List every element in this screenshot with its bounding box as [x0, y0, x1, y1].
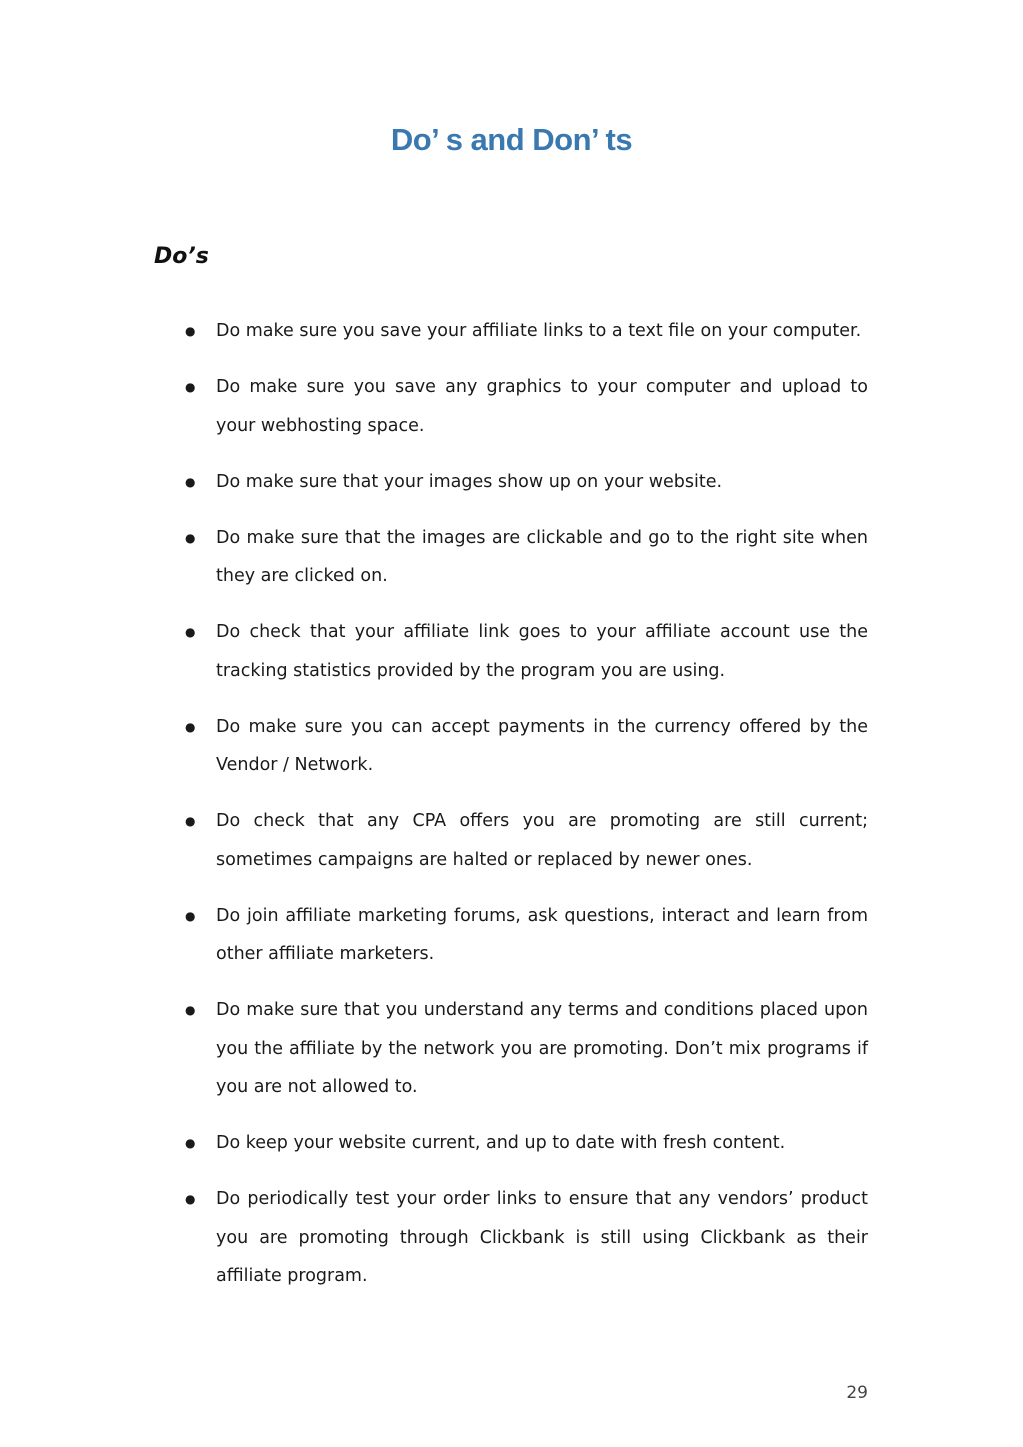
list-item-text: Do keep your website current, and up to date with fresh content.: [216, 1133, 786, 1153]
dos-list: [185, 312, 868, 1313]
list-item-text: Do make sure that you understand any terms and conditions placed upon you the affiliate by the network you are promoting. Don’t mix programs if you are not allowed to.: [216, 1000, 868, 1097]
list-item: [185, 708, 868, 785]
list-item-text: Do make sure that the images are clickable and go to the right site when they are clicked on.: [216, 527, 868, 586]
bullet-icon: ●: [185, 1136, 196, 1150]
list-item-text: Do periodically test your order links to ensure that any vendors’ product you are promoting through Clickbank is still using Clickbank as their affiliate program.: [216, 1189, 868, 1286]
list-item: [185, 519, 868, 596]
list-item: [185, 368, 868, 445]
bullet-icon: ●: [185, 814, 196, 828]
list-item: [185, 1180, 868, 1296]
list-item: [185, 802, 868, 879]
bullet-icon: ●: [185, 1003, 196, 1017]
list-item: [185, 613, 868, 690]
list-item-text: Do join affiliate marketing forums, ask questions, interact and learn from other affiliate marketers.: [216, 905, 868, 964]
list-item-text: Do check that your affiliate link goes to your affiliate account use the tracking statistics provided by the program you are using.: [216, 622, 868, 681]
bullet-icon: ●: [185, 908, 196, 923]
list-item: [185, 1124, 868, 1163]
page-number: 29: [846, 1383, 868, 1403]
bullet-icon: ●: [185, 530, 196, 545]
list-item: [185, 991, 868, 1107]
bullet-icon: ●: [185, 474, 196, 489]
list-item-text: Do make sure you save your affiliate links to a text file on your computer.: [216, 321, 862, 341]
bullet-icon: ●: [185, 719, 196, 734]
list-item-text: Do make sure that your images show up on your website.: [216, 471, 723, 492]
page-title: Do’ s and Don’ ts: [390, 122, 633, 157]
bullet-icon: ●: [185, 625, 196, 639]
list-item: [185, 463, 868, 502]
list-item-text: Do make sure you can accept payments in the currency offered by the Vendor / Network.: [216, 716, 868, 775]
list-item: [185, 312, 868, 351]
bullet-icon: ●: [185, 324, 196, 338]
list-item-text: Do make sure you save any graphics to your computer and upload to your webhosting space.: [216, 377, 868, 436]
bullet-icon: ●: [185, 380, 196, 394]
list-item: [185, 897, 868, 974]
list-item-text: Do check that any CPA offers you are promoting are still current; sometimes campaigns are halted or replaced by newer ones.: [216, 811, 868, 870]
bullet-icon: ●: [185, 1192, 196, 1206]
section-heading-dos: Do’s: [154, 244, 209, 269]
